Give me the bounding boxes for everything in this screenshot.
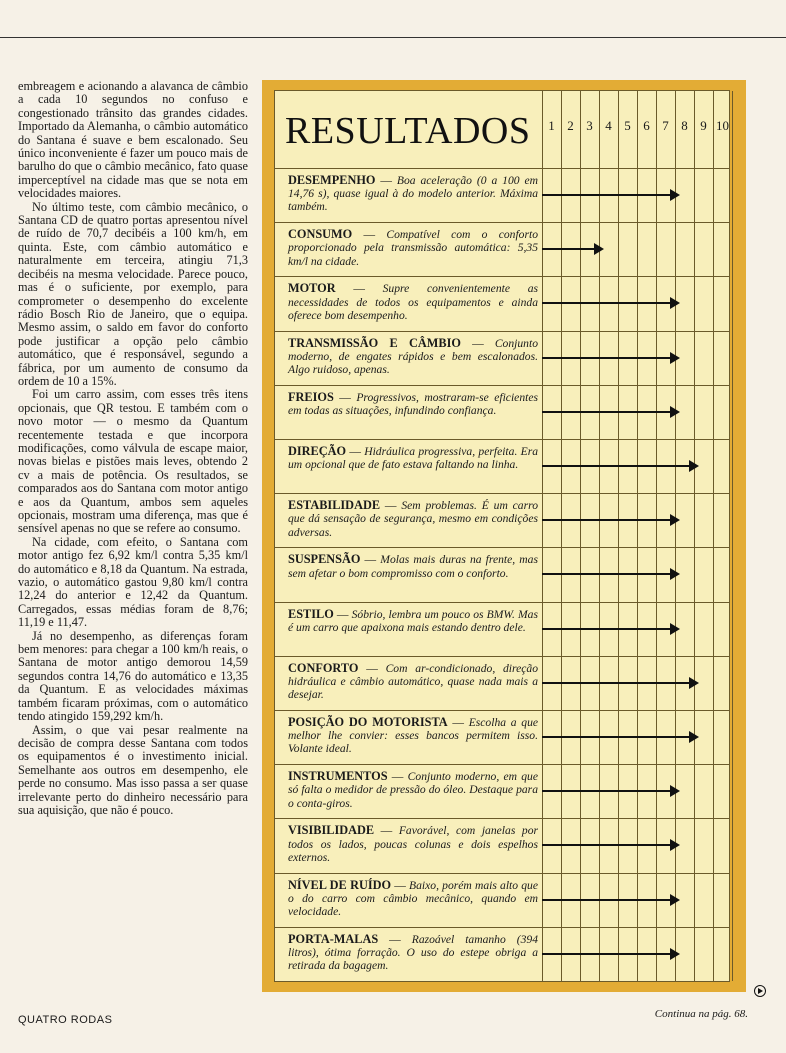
result-row bbox=[275, 602, 729, 657]
article-column bbox=[18, 80, 248, 817]
result-row bbox=[275, 818, 729, 873]
score-arrow bbox=[542, 573, 671, 575]
result-row bbox=[275, 168, 729, 223]
result-text: Sem problemas. É um carro que dá sensação de segurança, mesmo em condições adversas. bbox=[288, 499, 538, 539]
result-text: Conjunto moderno, de engates rápidos e bem escalonados. Algo ruidoso, apenas. bbox=[288, 336, 538, 376]
continue-arrow-icon bbox=[754, 985, 766, 997]
result-description: INSTRUMENTOS — Conjunto moderno, em que só falta o medidor de pressão do óleo. Destaque para o conta-giros. bbox=[288, 769, 538, 810]
results-title: RESULTADOS bbox=[285, 110, 531, 152]
result-text: Hidráulica progressiva, perfeita. Era um opcional que de fato estava faltando na linha. bbox=[288, 445, 539, 472]
result-text: Sóbrio, lembra um pouco os BMW. Mas é um carro que apaixona mais estando dentro dele. bbox=[288, 607, 538, 634]
scale-number: 2 bbox=[567, 118, 574, 133]
results-table bbox=[274, 90, 730, 982]
score-arrow bbox=[542, 248, 595, 250]
result-text: Compatível com o conforto proporcionado pela transmissão automática: 5,35 km/l na cidade. bbox=[288, 228, 539, 268]
result-row bbox=[275, 276, 729, 331]
score-arrow bbox=[542, 790, 671, 792]
score-arrow bbox=[542, 736, 690, 738]
scale-number: 7 bbox=[662, 118, 669, 133]
scale-number: 1 bbox=[548, 118, 555, 133]
result-row bbox=[275, 439, 729, 494]
result-description: NÍVEL DE RUÍDO — Baixo, porém mais alto que o do carro com câmbio mecânico, quando em velocidade. bbox=[288, 877, 539, 918]
result-description: VISIBILIDADE — Favorável, com janelas por todos os lados, poucas colunas e dois espelhos externos. bbox=[288, 823, 538, 864]
result-label: FREIOS bbox=[288, 389, 334, 404]
scale-number: 3 bbox=[586, 118, 593, 133]
score-arrow bbox=[542, 953, 671, 955]
top-rule bbox=[0, 37, 786, 38]
result-label: POSIÇÃO DO MOTORISTA bbox=[288, 715, 448, 729]
result-label: CONFORTO bbox=[288, 660, 359, 675]
result-row bbox=[275, 873, 729, 928]
article-paragraph: Já no desempenho, as diferenças foram bem menores: para chegar a 100 km/h reais, o Santana de motor antigo demorou 14,59 segundos contra 14,76 do automático e 13,35 da Quantum. E as velocidades máximas também ficaram próximas, com o automático tendo atingido 159,292 km/h. bbox=[18, 628, 248, 724]
score-arrow bbox=[542, 411, 671, 413]
result-description: DESEMPENHO — Boa aceleração (0 a 100 em 14,76 s), quase igual à do modelo anterior. Máxima também. bbox=[288, 173, 538, 214]
score-arrow bbox=[542, 628, 671, 630]
result-text: Boa aceleração (0 a 100 em 14,76 s), quase igual à do modelo anterior. Máxima também. bbox=[288, 174, 538, 214]
results-header bbox=[275, 91, 729, 169]
result-description: ESTILO — Sóbrio, lembra um pouco os BMW. Mas é um carro que apaixona mais estando dentro dele. bbox=[288, 606, 538, 634]
article-paragraph: No último teste, com câmbio mecânico, o Santana CD de quatro portas apresentou nível de ruído de 70,7 decibéis a 100 km/h, em quinta. Este, com câmbio automático e naturalmente em terceira, atingiu 71,3 decibéis na mesma velocidade. Parece pouco, mas é o suficiente, por exemplo, para comprometer o desempenho do excelente rádio Bosch Rio de Janeiro, que o equipa. Mesmo assim, o saldo em favor do conforto pode justificar a opção pelo câmbio automático, que é responsável, segundo a fábrica, por um aumento de consumo da ordem de 10 a 15%. bbox=[18, 199, 248, 388]
score-arrow bbox=[542, 465, 690, 467]
scale-number: 4 bbox=[605, 118, 612, 133]
result-label: VISIBILIDADE bbox=[288, 823, 375, 838]
result-row bbox=[275, 547, 729, 602]
result-label: PORTA-MALAS bbox=[288, 931, 379, 946]
article-paragraph: Foi um carro assim, com esses três itens opcionais, que QR testou. E também com o novo motor — o mesmo da Quantum recentemente testada e que incorpora modificações, como válvula de escape maior, novas bielas e pistões mais leves, obtendo 2 cv a mais de potência. Os resultados, se comparados aos do Santana com motor antigo e aos da Quantum, ambos sem aqueles opcionais, mostram uma diferença, mas que é sensível apenas no que se refere ao consumo. bbox=[18, 387, 248, 536]
continued-note: Continua na pág. 68. bbox=[654, 1008, 748, 1020]
score-arrow bbox=[542, 899, 671, 901]
result-description: DIREÇÃO — Hidráulica progressiva, perfeita. Era um opcional que de fato estava faltando na linha. bbox=[288, 444, 539, 472]
result-row bbox=[275, 385, 729, 440]
result-description: POSIÇÃO DO MOTORISTA — Escolha a que melhor lhe convier: esses bancos permitem isso. Volante ideal. bbox=[288, 715, 539, 756]
grid-line bbox=[732, 91, 733, 981]
result-description: MOTOR — Supre convenientemente as necessidades de todos os equipamentos e ainda oferece bom desempenho. bbox=[288, 281, 539, 322]
result-row bbox=[275, 764, 729, 819]
result-label: ESTABILIDADE bbox=[288, 498, 381, 513]
result-description: TRANSMISSÃO E CÂMBIO — Conjunto moderno, de engates rápidos e bem escalonados. Algo ruidoso, apenas. bbox=[288, 335, 538, 376]
score-arrow bbox=[542, 519, 671, 521]
result-label: DIREÇÃO bbox=[288, 444, 347, 458]
result-description: SUSPENSÃO — Molas mais duras na frente, mas sem afetar o bom compromisso com o conforto. bbox=[288, 552, 538, 580]
result-text: Molas mais duras na frente, mas sem afetar o bom compromisso com o conforto. bbox=[288, 553, 538, 580]
score-arrow bbox=[542, 194, 671, 196]
article-paragraph: Assim, o que vai pesar realmente na decisão de compra desse Santana com todos os equipamentos é o investimento inicial. Semelhante aos outros em desempenho, ele perde no consumo. Mas isso passa a ser quase irrelevante perto do dinheiro necessário para sua aquisição, que não é pouco. bbox=[18, 722, 248, 817]
article-paragraph: Na cidade, com efeito, o Santana com motor antigo fez 6,92 km/l contra 5,35 km/l do automático e 8,18 da Quantum. Na estrada, vazio, o automático gastou 9,80 km/l contra 12,24 do anterior e 12,42 da Quantum. Carregados, essas médias foram de 8,76; 11,19 e 11,47. bbox=[18, 534, 248, 630]
result-label: INSTRUMENTOS bbox=[288, 769, 388, 784]
result-label: TRANSMISSÃO E CÂMBIO bbox=[288, 335, 461, 350]
result-row bbox=[275, 331, 729, 386]
result-description: PORTA-MALAS — Razoável tamanho (394 litros), ótima forração. O uso do estepe obriga a retirada da bagagem. bbox=[288, 931, 538, 973]
result-label: NÍVEL DE RUÍDO bbox=[288, 877, 392, 892]
results-box bbox=[262, 80, 746, 992]
result-description: ESTABILIDADE — Sem problemas. É um carro que dá sensação de segurança, mesmo em condições adversas. bbox=[288, 498, 538, 539]
result-row bbox=[275, 222, 729, 277]
result-description: CONFORTO — Com ar-condicionado, direção hidráulica e câmbio automático, quase nada mais a desejar. bbox=[288, 660, 538, 702]
scale-number: 5 bbox=[624, 118, 631, 133]
score-arrow bbox=[542, 682, 690, 684]
result-text: Razoável tamanho (394 litros), ótima forração. O uso do estepe obriga a retirada da bagagem. bbox=[288, 932, 538, 973]
magazine-name: QUATRO RODAS bbox=[18, 1014, 113, 1026]
result-label: SUSPENSÃO bbox=[288, 552, 361, 567]
scale-number: 9 bbox=[700, 118, 707, 133]
result-text: Com ar-condicionado, direção hidráulica e câmbio automático, quase nada mais a desejar. bbox=[288, 661, 538, 702]
result-text: Favorável, com janelas por todos os lados, poucas colunas e dois espelhos externos. bbox=[288, 824, 538, 864]
result-label: CONSUMO bbox=[288, 227, 353, 242]
result-label: MOTOR bbox=[288, 281, 336, 296]
score-arrow bbox=[542, 302, 671, 304]
score-arrow bbox=[542, 357, 671, 359]
result-text: Progressivos, mostraram-se eficientes em todas as situações, infundindo confiança. bbox=[288, 390, 538, 417]
score-arrow bbox=[542, 844, 671, 846]
scale-number: 8 bbox=[681, 118, 688, 133]
result-label: ESTILO bbox=[288, 606, 334, 621]
result-label: DESEMPENHO bbox=[288, 173, 376, 187]
result-row bbox=[275, 656, 729, 711]
article-paragraph: embreagem e acionando a alavanca de câmbio a cada 10 segundos no confuso e congestionado trânsito das grandes cidades. Importado da Alemanha, o câmbio automático do Santana é suave e bem escalonado. Seu único inconveniente é fazer um pouco mais de barulho do que o câmbio mecânico, fato quase imperceptível na cidade mas que se nota em velocidades maiores. bbox=[18, 79, 248, 201]
result-row bbox=[275, 493, 729, 548]
result-description: FREIOS — Progressivos, mostraram-se eficientes em todas as situações, infundindo confiança. bbox=[288, 389, 538, 417]
result-row bbox=[275, 927, 729, 981]
result-text: Escolha a que melhor lhe convier: esses bancos permitem isso. Volante ideal. bbox=[288, 716, 539, 756]
result-row bbox=[275, 710, 729, 765]
scale-number: 6 bbox=[643, 118, 650, 133]
scale-number: 10 bbox=[716, 118, 729, 133]
result-text: Conjunto moderno, em que só falta o medidor de pressão do óleo. Destaque para o conta-giros. bbox=[288, 770, 538, 810]
result-description: CONSUMO — Compatível com o conforto proporcionado pela transmissão automática: 5,35 km/l na cidade. bbox=[288, 227, 539, 268]
result-text: Baixo, porém mais alto que o do carro com câmbio mecânico, quando em velocidade. bbox=[288, 878, 539, 918]
result-text: Supre convenientemente as necessidades de todos os equipamentos e ainda oferece bom desempenho. bbox=[288, 282, 539, 322]
